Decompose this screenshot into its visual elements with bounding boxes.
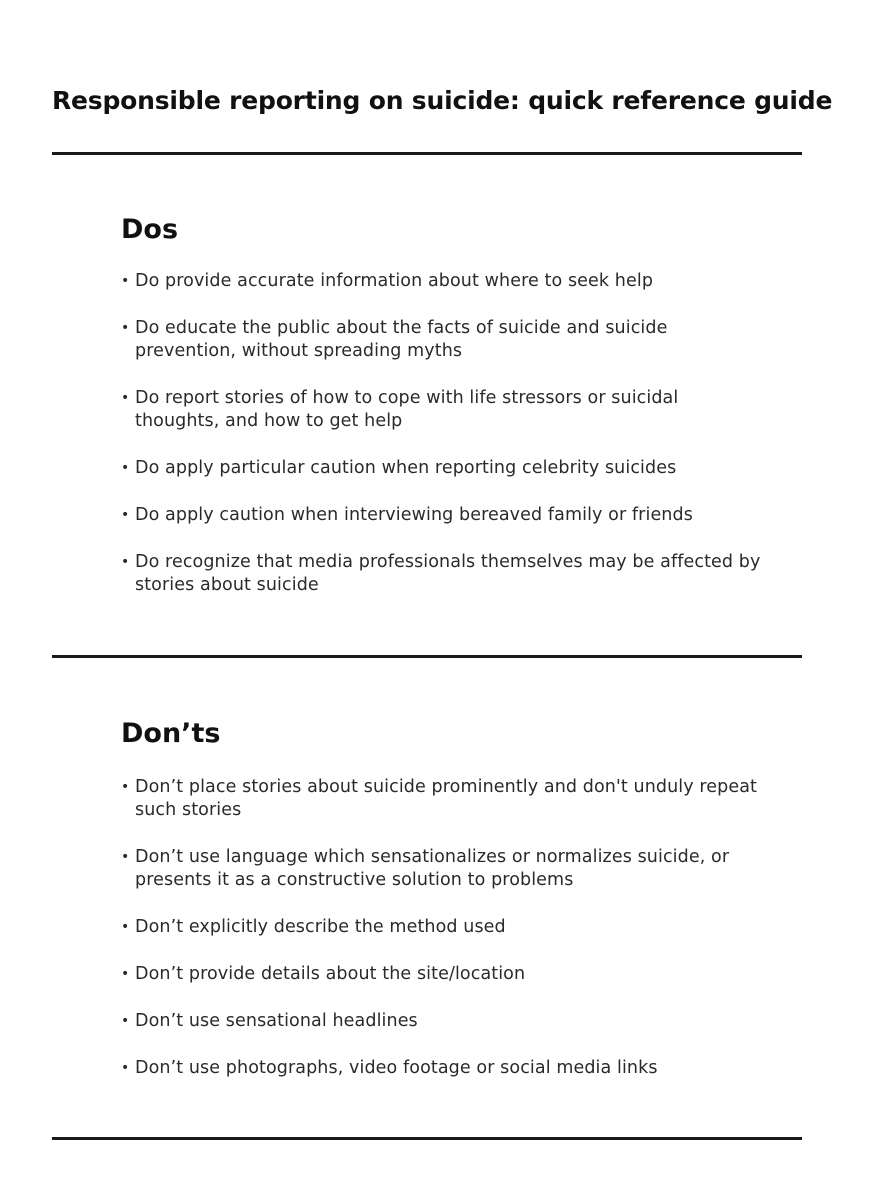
donts-item-2 [121, 846, 761, 892]
dos-item-text: Do recognize that media professionals themselves may be affected by stories about suicide [135, 552, 761, 595]
dos-item-text: Do apply caution when interviewing bereaved family or friends [135, 505, 693, 525]
top-divider [52, 152, 802, 155]
donts-item-text: Don’t place stories about suicide prominently and don't unduly repeat such stories [135, 777, 757, 820]
bullet-icon: • [121, 390, 130, 406]
dos-item-3 [121, 387, 761, 433]
donts-item-text: Don’t use photographs, video footage or social media links [135, 1058, 658, 1078]
bullet-icon: • [121, 507, 130, 523]
bullet-icon: • [121, 919, 130, 935]
bullet-icon: • [121, 966, 130, 982]
dos-item-text: Do apply particular caution when reporting celebrity suicides [135, 458, 677, 478]
bullet-icon: • [121, 273, 130, 289]
bottom-divider [52, 1137, 802, 1140]
dos-item-6 [121, 551, 761, 597]
dos-heading: Dos [121, 214, 179, 245]
bullet-icon: • [121, 849, 130, 865]
middle-divider [52, 655, 802, 658]
bullet-icon: • [121, 1060, 130, 1076]
donts-item-4 [121, 963, 761, 986]
dos-item-1 [121, 270, 761, 293]
donts-item-5 [121, 1010, 761, 1033]
donts-item-text: Don’t provide details about the site/location [135, 964, 526, 984]
donts-heading: Don’ts [121, 718, 221, 749]
dos-item-2 [121, 317, 761, 363]
donts-item-text: Don’t use language which sensationalizes or normalizes suicide, or presents it as a constructive solution to problems [135, 847, 730, 890]
bullet-icon: • [121, 320, 130, 336]
donts-item-1 [121, 776, 761, 822]
page-title: Responsible reporting on suicide: quick reference guide [52, 86, 833, 115]
donts-item-text: Don’t use sensational headlines [135, 1011, 418, 1031]
dos-item-text: Do provide accurate information about where to seek help [135, 271, 654, 291]
bullet-icon: • [121, 779, 130, 795]
donts-item-6 [121, 1057, 761, 1080]
bullet-icon: • [121, 1013, 130, 1029]
dos-item-4 [121, 457, 761, 480]
donts-item-3 [121, 916, 761, 939]
bullet-icon: • [121, 460, 130, 476]
bullet-icon: • [121, 554, 130, 570]
donts-item-text: Don’t explicitly describe the method used [135, 917, 506, 937]
dos-item-text: Do report stories of how to cope with life stressors or suicidal thoughts, and how to get help [135, 388, 679, 431]
dos-item-text: Do educate the public about the facts of suicide and suicide prevention, without spreading myths [135, 318, 668, 361]
dos-item-5 [121, 504, 761, 527]
